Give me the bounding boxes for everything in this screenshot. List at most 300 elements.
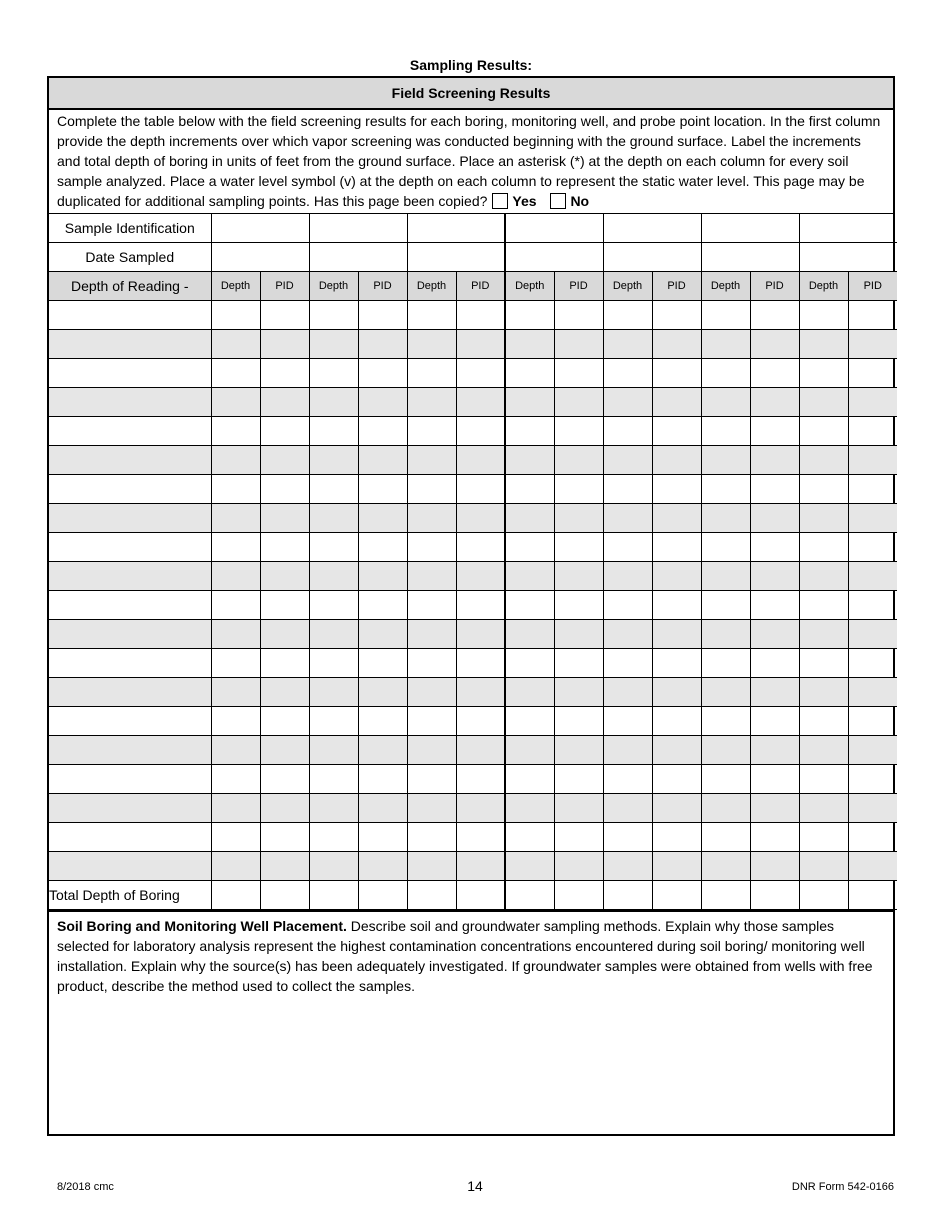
pid-value-cell[interactable] (554, 736, 603, 765)
depth-value-cell[interactable] (505, 823, 554, 852)
depth-value-cell[interactable] (603, 794, 652, 823)
depth-value-cell[interactable] (309, 562, 358, 591)
depth-value-cell[interactable] (211, 620, 260, 649)
depth-value-cell[interactable] (505, 475, 554, 504)
depth-increment-cell[interactable] (49, 649, 211, 678)
depth-increment-cell[interactable] (49, 852, 211, 881)
pid-value-cell[interactable] (750, 417, 799, 446)
depth-increment-cell[interactable] (49, 591, 211, 620)
depth-value-cell[interactable] (799, 330, 848, 359)
pid-value-cell[interactable] (260, 852, 309, 881)
depth-value-cell[interactable] (309, 533, 358, 562)
depth-value-cell[interactable] (309, 649, 358, 678)
pid-value-cell[interactable] (554, 678, 603, 707)
pid-value-cell[interactable] (554, 359, 603, 388)
pid-value-cell[interactable] (652, 301, 701, 330)
pid-value-cell[interactable] (554, 823, 603, 852)
pid-value-cell[interactable] (456, 678, 505, 707)
depth-value-cell[interactable] (309, 707, 358, 736)
depth-value-cell[interactable] (603, 823, 652, 852)
pid-value-cell[interactable] (750, 359, 799, 388)
pid-value-cell[interactable] (456, 562, 505, 591)
depth-value-cell[interactable] (701, 301, 750, 330)
pid-value-cell[interactable] (848, 852, 897, 881)
depth-value-cell[interactable] (701, 649, 750, 678)
depth-value-cell[interactable] (407, 678, 456, 707)
depth-value-cell[interactable] (407, 823, 456, 852)
depth-value-cell[interactable] (505, 562, 554, 591)
pid-value-cell[interactable] (358, 533, 407, 562)
depth-value-cell[interactable] (603, 475, 652, 504)
depth-value-cell[interactable] (603, 707, 652, 736)
depth-value-cell[interactable] (603, 359, 652, 388)
depth-value-cell[interactable] (701, 359, 750, 388)
pid-value-cell[interactable] (260, 765, 309, 794)
depth-value-cell[interactable] (211, 417, 260, 446)
pid-value-cell[interactable] (652, 620, 701, 649)
pid-value-cell[interactable] (260, 388, 309, 417)
depth-value-cell[interactable] (701, 620, 750, 649)
pid-value-cell[interactable] (260, 504, 309, 533)
pid-value-cell[interactable] (652, 330, 701, 359)
depth-value-cell[interactable] (603, 562, 652, 591)
pid-value-cell[interactable] (358, 678, 407, 707)
pid-value-cell[interactable] (848, 533, 897, 562)
pid-value-cell[interactable] (260, 707, 309, 736)
pid-value-cell[interactable] (554, 504, 603, 533)
pid-value-cell[interactable] (358, 388, 407, 417)
pid-value-cell[interactable] (358, 330, 407, 359)
depth-value-cell[interactable] (701, 330, 750, 359)
depth-value-cell[interactable] (505, 794, 554, 823)
pid-value-cell[interactable] (848, 388, 897, 417)
depth-value-cell[interactable] (603, 620, 652, 649)
depth-value-cell[interactable] (309, 620, 358, 649)
depth-value-cell[interactable] (407, 533, 456, 562)
depth-value-cell[interactable] (211, 359, 260, 388)
pid-value-cell[interactable] (848, 330, 897, 359)
depth-increment-cell[interactable] (49, 765, 211, 794)
pid-value-cell[interactable] (652, 765, 701, 794)
depth-value-cell[interactable] (701, 736, 750, 765)
pid-value-cell[interactable] (358, 620, 407, 649)
pid-value-cell[interactable] (750, 794, 799, 823)
depth-value-cell[interactable] (603, 301, 652, 330)
depth-value-cell[interactable] (799, 417, 848, 446)
pid-value-cell[interactable] (260, 330, 309, 359)
depth-value-cell[interactable] (701, 504, 750, 533)
sample-column-4-field[interactable] (505, 214, 603, 243)
pid-value-cell[interactable] (750, 301, 799, 330)
depth-value-cell[interactable] (407, 388, 456, 417)
depth-value-cell[interactable] (701, 707, 750, 736)
depth-value-cell[interactable] (701, 678, 750, 707)
depth-value-cell[interactable] (309, 301, 358, 330)
pid-value-cell[interactable] (652, 562, 701, 591)
depth-value-cell[interactable] (603, 591, 652, 620)
depth-increment-cell[interactable] (49, 301, 211, 330)
pid-value-cell[interactable] (848, 301, 897, 330)
depth-increment-cell[interactable] (49, 736, 211, 765)
pid-value-cell[interactable] (848, 591, 897, 620)
pid-value-cell[interactable] (358, 852, 407, 881)
pid-value-cell[interactable] (358, 794, 407, 823)
pid-value-cell[interactable] (554, 562, 603, 591)
depth-value-cell[interactable] (407, 852, 456, 881)
pid-value-cell[interactable] (260, 533, 309, 562)
depth-value-cell[interactable] (799, 446, 848, 475)
pid-value-cell[interactable] (652, 707, 701, 736)
pid-value-cell[interactable] (260, 736, 309, 765)
depth-value-cell[interactable] (505, 591, 554, 620)
sample-column-2-field[interactable] (309, 214, 407, 243)
pid-value-cell[interactable] (554, 475, 603, 504)
depth-value-cell[interactable] (603, 852, 652, 881)
pid-value-cell[interactable] (358, 562, 407, 591)
depth-value-cell[interactable] (309, 359, 358, 388)
depth-value-cell[interactable] (211, 591, 260, 620)
pid-value-cell[interactable] (848, 562, 897, 591)
total-depth-cell[interactable] (505, 881, 554, 910)
depth-value-cell[interactable] (407, 359, 456, 388)
total-depth-cell[interactable] (358, 881, 407, 910)
pid-value-cell[interactable] (456, 649, 505, 678)
pid-value-cell[interactable] (750, 330, 799, 359)
pid-value-cell[interactable] (260, 301, 309, 330)
depth-increment-cell[interactable] (49, 504, 211, 533)
pid-value-cell[interactable] (554, 301, 603, 330)
depth-value-cell[interactable] (799, 765, 848, 794)
pid-value-cell[interactable] (652, 649, 701, 678)
sample-column-7-field[interactable] (799, 243, 897, 272)
pid-value-cell[interactable] (554, 852, 603, 881)
total-depth-cell[interactable] (652, 881, 701, 910)
pid-value-cell[interactable] (260, 591, 309, 620)
pid-value-cell[interactable] (750, 533, 799, 562)
pid-value-cell[interactable] (848, 794, 897, 823)
total-depth-cell[interactable] (456, 881, 505, 910)
depth-value-cell[interactable] (309, 446, 358, 475)
depth-value-cell[interactable] (407, 301, 456, 330)
depth-value-cell[interactable] (799, 591, 848, 620)
depth-value-cell[interactable] (799, 649, 848, 678)
depth-value-cell[interactable] (701, 417, 750, 446)
depth-increment-cell[interactable] (49, 823, 211, 852)
depth-value-cell[interactable] (309, 417, 358, 446)
pid-value-cell[interactable] (750, 736, 799, 765)
total-depth-cell[interactable] (260, 881, 309, 910)
pid-value-cell[interactable] (848, 707, 897, 736)
depth-value-cell[interactable] (407, 765, 456, 794)
sample-column-2-field[interactable] (309, 243, 407, 272)
depth-value-cell[interactable] (603, 736, 652, 765)
pid-value-cell[interactable] (848, 765, 897, 794)
depth-value-cell[interactable] (799, 562, 848, 591)
pid-value-cell[interactable] (652, 388, 701, 417)
pid-value-cell[interactable] (554, 794, 603, 823)
pid-value-cell[interactable] (456, 330, 505, 359)
total-depth-cell[interactable] (211, 881, 260, 910)
depth-value-cell[interactable] (505, 301, 554, 330)
pid-value-cell[interactable] (750, 678, 799, 707)
sample-column-3-field[interactable] (407, 243, 505, 272)
depth-value-cell[interactable] (701, 765, 750, 794)
pid-value-cell[interactable] (260, 794, 309, 823)
depth-value-cell[interactable] (701, 533, 750, 562)
pid-value-cell[interactable] (260, 475, 309, 504)
pid-value-cell[interactable] (848, 736, 897, 765)
pid-value-cell[interactable] (750, 852, 799, 881)
pid-value-cell[interactable] (456, 765, 505, 794)
depth-value-cell[interactable] (211, 446, 260, 475)
depth-value-cell[interactable] (407, 330, 456, 359)
pid-value-cell[interactable] (456, 533, 505, 562)
pid-value-cell[interactable] (652, 736, 701, 765)
pid-value-cell[interactable] (652, 591, 701, 620)
pid-value-cell[interactable] (358, 765, 407, 794)
depth-value-cell[interactable] (309, 736, 358, 765)
pid-value-cell[interactable] (750, 765, 799, 794)
pid-value-cell[interactable] (848, 446, 897, 475)
depth-value-cell[interactable] (603, 504, 652, 533)
depth-value-cell[interactable] (603, 330, 652, 359)
depth-value-cell[interactable] (211, 562, 260, 591)
depth-value-cell[interactable] (505, 504, 554, 533)
sample-column-1-field[interactable] (211, 243, 309, 272)
pid-value-cell[interactable] (456, 620, 505, 649)
total-depth-cell[interactable] (799, 881, 848, 910)
depth-value-cell[interactable] (603, 678, 652, 707)
pid-value-cell[interactable] (358, 591, 407, 620)
depth-value-cell[interactable] (701, 388, 750, 417)
sample-column-4-field[interactable] (505, 243, 603, 272)
depth-value-cell[interactable] (701, 475, 750, 504)
depth-value-cell[interactable] (603, 388, 652, 417)
pid-value-cell[interactable] (848, 417, 897, 446)
pid-value-cell[interactable] (652, 533, 701, 562)
no-checkbox[interactable] (550, 193, 566, 209)
pid-value-cell[interactable] (652, 823, 701, 852)
depth-value-cell[interactable] (799, 475, 848, 504)
depth-value-cell[interactable] (505, 649, 554, 678)
depth-value-cell[interactable] (799, 678, 848, 707)
depth-increment-cell[interactable] (49, 359, 211, 388)
pid-value-cell[interactable] (456, 475, 505, 504)
pid-value-cell[interactable] (456, 446, 505, 475)
pid-value-cell[interactable] (554, 446, 603, 475)
pid-value-cell[interactable] (260, 446, 309, 475)
depth-increment-cell[interactable] (49, 678, 211, 707)
total-depth-cell[interactable] (309, 881, 358, 910)
pid-value-cell[interactable] (260, 620, 309, 649)
pid-value-cell[interactable] (358, 301, 407, 330)
pid-value-cell[interactable] (652, 794, 701, 823)
depth-value-cell[interactable] (701, 823, 750, 852)
pid-value-cell[interactable] (456, 736, 505, 765)
pid-value-cell[interactable] (554, 591, 603, 620)
depth-value-cell[interactable] (799, 504, 848, 533)
pid-value-cell[interactable] (554, 533, 603, 562)
pid-value-cell[interactable] (652, 852, 701, 881)
pid-value-cell[interactable] (750, 475, 799, 504)
depth-increment-cell[interactable] (49, 417, 211, 446)
depth-value-cell[interactable] (211, 794, 260, 823)
depth-value-cell[interactable] (799, 794, 848, 823)
depth-value-cell[interactable] (799, 707, 848, 736)
pid-value-cell[interactable] (750, 620, 799, 649)
depth-value-cell[interactable] (505, 736, 554, 765)
depth-value-cell[interactable] (211, 533, 260, 562)
depth-increment-cell[interactable] (49, 388, 211, 417)
depth-value-cell[interactable] (407, 417, 456, 446)
depth-value-cell[interactable] (211, 678, 260, 707)
depth-value-cell[interactable] (603, 446, 652, 475)
depth-value-cell[interactable] (505, 359, 554, 388)
pid-value-cell[interactable] (750, 823, 799, 852)
depth-value-cell[interactable] (505, 852, 554, 881)
depth-value-cell[interactable] (211, 736, 260, 765)
pid-value-cell[interactable] (456, 504, 505, 533)
depth-value-cell[interactable] (799, 359, 848, 388)
sample-column-7-field[interactable] (799, 214, 897, 243)
pid-value-cell[interactable] (358, 823, 407, 852)
pid-value-cell[interactable] (554, 417, 603, 446)
depth-value-cell[interactable] (309, 475, 358, 504)
pid-value-cell[interactable] (358, 417, 407, 446)
depth-value-cell[interactable] (211, 301, 260, 330)
pid-value-cell[interactable] (750, 649, 799, 678)
depth-value-cell[interactable] (799, 736, 848, 765)
depth-increment-cell[interactable] (49, 620, 211, 649)
pid-value-cell[interactable] (358, 707, 407, 736)
pid-value-cell[interactable] (456, 794, 505, 823)
depth-value-cell[interactable] (407, 794, 456, 823)
pid-value-cell[interactable] (848, 823, 897, 852)
pid-value-cell[interactable] (848, 620, 897, 649)
pid-value-cell[interactable] (652, 417, 701, 446)
pid-value-cell[interactable] (358, 475, 407, 504)
pid-value-cell[interactable] (652, 359, 701, 388)
depth-value-cell[interactable] (603, 533, 652, 562)
pid-value-cell[interactable] (456, 417, 505, 446)
depth-value-cell[interactable] (603, 765, 652, 794)
pid-value-cell[interactable] (554, 330, 603, 359)
depth-value-cell[interactable] (799, 620, 848, 649)
depth-value-cell[interactable] (211, 765, 260, 794)
total-depth-cell[interactable] (750, 881, 799, 910)
yes-checkbox[interactable] (492, 193, 508, 209)
depth-value-cell[interactable] (309, 678, 358, 707)
depth-value-cell[interactable] (309, 794, 358, 823)
total-depth-cell[interactable] (554, 881, 603, 910)
depth-value-cell[interactable] (799, 823, 848, 852)
depth-value-cell[interactable] (701, 794, 750, 823)
depth-value-cell[interactable] (309, 823, 358, 852)
pid-value-cell[interactable] (456, 359, 505, 388)
depth-value-cell[interactable] (505, 678, 554, 707)
pid-value-cell[interactable] (750, 446, 799, 475)
total-depth-cell[interactable] (603, 881, 652, 910)
pid-value-cell[interactable] (750, 707, 799, 736)
pid-value-cell[interactable] (750, 591, 799, 620)
depth-value-cell[interactable] (211, 388, 260, 417)
pid-value-cell[interactable] (260, 359, 309, 388)
pid-value-cell[interactable] (260, 417, 309, 446)
pid-value-cell[interactable] (554, 649, 603, 678)
pid-value-cell[interactable] (456, 591, 505, 620)
pid-value-cell[interactable] (554, 620, 603, 649)
pid-value-cell[interactable] (848, 678, 897, 707)
depth-value-cell[interactable] (407, 649, 456, 678)
depth-value-cell[interactable] (407, 504, 456, 533)
depth-increment-cell[interactable] (49, 475, 211, 504)
pid-value-cell[interactable] (750, 562, 799, 591)
pid-value-cell[interactable] (554, 765, 603, 794)
pid-value-cell[interactable] (554, 707, 603, 736)
depth-increment-cell[interactable] (49, 446, 211, 475)
depth-value-cell[interactable] (603, 649, 652, 678)
depth-value-cell[interactable] (211, 707, 260, 736)
pid-value-cell[interactable] (848, 504, 897, 533)
depth-value-cell[interactable] (211, 649, 260, 678)
pid-value-cell[interactable] (750, 504, 799, 533)
depth-value-cell[interactable] (211, 852, 260, 881)
sample-column-6-field[interactable] (701, 243, 799, 272)
depth-value-cell[interactable] (505, 446, 554, 475)
depth-value-cell[interactable] (309, 591, 358, 620)
depth-value-cell[interactable] (407, 562, 456, 591)
depth-value-cell[interactable] (701, 852, 750, 881)
pid-value-cell[interactable] (456, 301, 505, 330)
depth-value-cell[interactable] (309, 330, 358, 359)
depth-value-cell[interactable] (799, 301, 848, 330)
pid-value-cell[interactable] (260, 649, 309, 678)
pid-value-cell[interactable] (456, 852, 505, 881)
depth-increment-cell[interactable] (49, 330, 211, 359)
pid-value-cell[interactable] (456, 388, 505, 417)
pid-value-cell[interactable] (358, 504, 407, 533)
depth-increment-cell[interactable] (49, 794, 211, 823)
depth-value-cell[interactable] (505, 388, 554, 417)
sample-column-5-field[interactable] (603, 214, 701, 243)
total-depth-cell[interactable] (407, 881, 456, 910)
depth-increment-cell[interactable] (49, 707, 211, 736)
pid-value-cell[interactable] (358, 649, 407, 678)
depth-value-cell[interactable] (603, 417, 652, 446)
depth-value-cell[interactable] (407, 707, 456, 736)
pid-value-cell[interactable] (358, 736, 407, 765)
depth-value-cell[interactable] (211, 823, 260, 852)
sample-column-3-field[interactable] (407, 214, 505, 243)
depth-value-cell[interactable] (505, 417, 554, 446)
depth-increment-cell[interactable] (49, 533, 211, 562)
pid-value-cell[interactable] (260, 823, 309, 852)
pid-value-cell[interactable] (260, 678, 309, 707)
placement-description[interactable] (49, 910, 893, 1134)
depth-value-cell[interactable] (799, 533, 848, 562)
depth-value-cell[interactable] (211, 504, 260, 533)
pid-value-cell[interactable] (456, 707, 505, 736)
depth-value-cell[interactable] (407, 736, 456, 765)
depth-value-cell[interactable] (211, 475, 260, 504)
depth-value-cell[interactable] (309, 504, 358, 533)
pid-value-cell[interactable] (358, 359, 407, 388)
total-depth-cell[interactable] (848, 881, 897, 910)
sample-column-6-field[interactable] (701, 214, 799, 243)
depth-value-cell[interactable] (407, 446, 456, 475)
depth-value-cell[interactable] (407, 620, 456, 649)
depth-value-cell[interactable] (505, 533, 554, 562)
